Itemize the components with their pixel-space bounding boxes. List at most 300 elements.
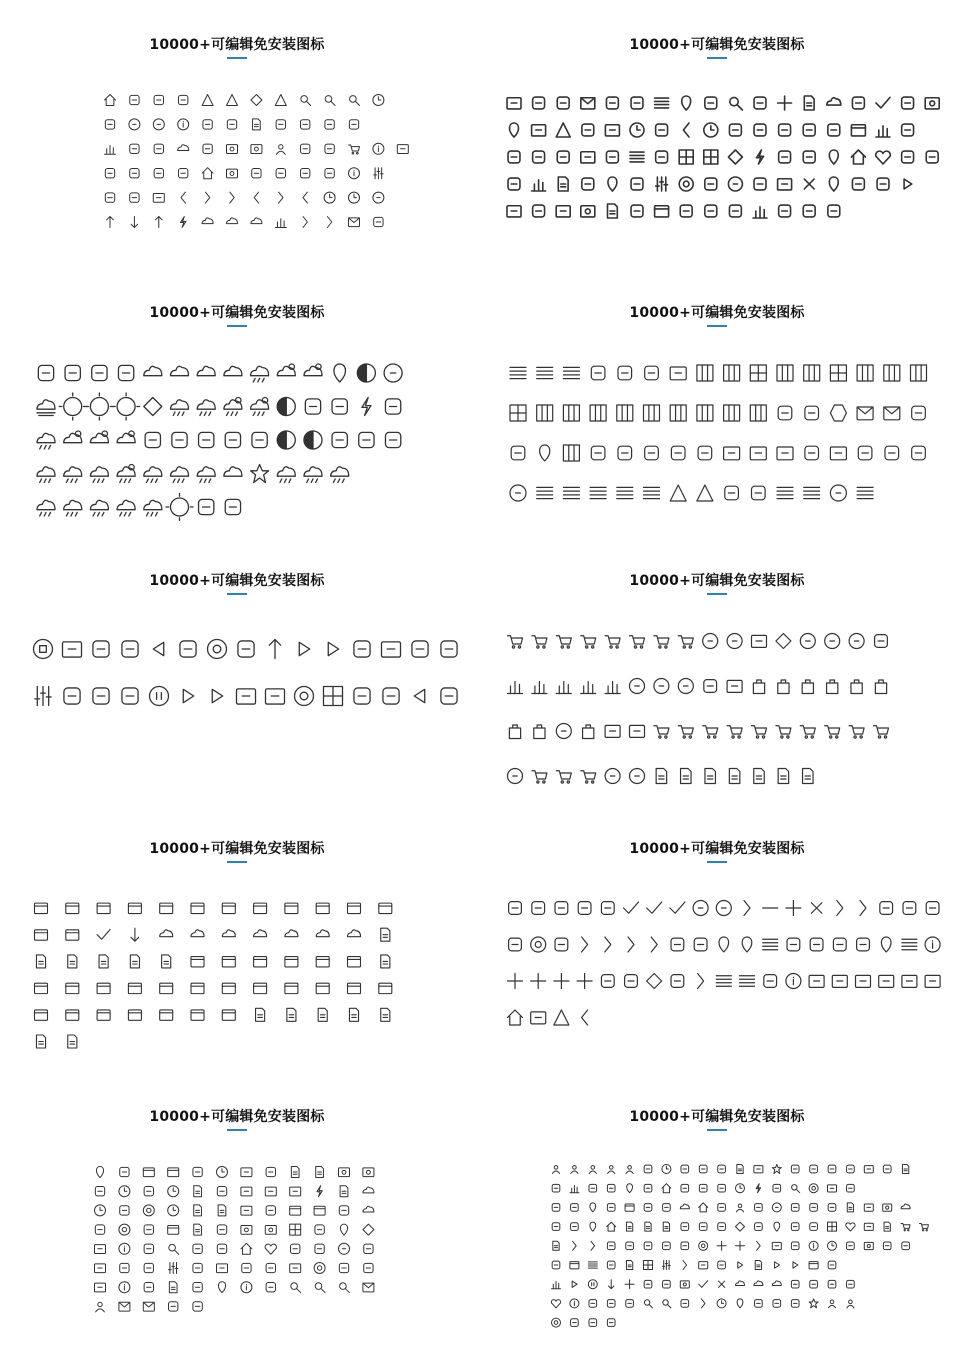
phone-icon <box>791 1223 799 1231</box>
fire-icon <box>699 1184 707 1192</box>
image-icon <box>864 1242 873 1249</box>
pen-icon <box>631 178 643 190</box>
volume-low-icon <box>93 641 109 657</box>
star-icon <box>772 1165 781 1174</box>
drop-icon <box>340 1224 347 1235</box>
inbox-icon <box>191 957 204 967</box>
layout-icon <box>884 365 900 381</box>
headphones-icon <box>354 641 370 657</box>
receipt-icon <box>681 769 692 784</box>
shape-icon <box>697 485 713 501</box>
facebook-icon <box>737 1165 743 1174</box>
plane-icon <box>755 1223 763 1231</box>
thumbs-up-icon <box>130 193 139 202</box>
eye-icon <box>154 169 163 178</box>
tag-icon <box>729 124 741 136</box>
storm-icon <box>304 467 322 483</box>
crosshair-icon <box>552 1318 561 1327</box>
monitor-icon <box>153 193 164 202</box>
calendar-icon <box>348 903 361 913</box>
file-icon <box>68 955 77 968</box>
lock-icon <box>266 1283 275 1292</box>
document-icon <box>645 1222 651 1231</box>
cup-icon <box>902 97 914 109</box>
download-icon <box>131 217 138 228</box>
mic-icon <box>877 178 889 190</box>
music-icon <box>883 1242 891 1250</box>
corner-icon <box>671 938 684 951</box>
chat-icon <box>325 120 334 129</box>
file-icon <box>68 1035 77 1048</box>
pin-icon <box>742 937 752 952</box>
clipboard-icon <box>553 1241 559 1250</box>
back-icon <box>699 1262 708 1269</box>
fog-sun-icon <box>59 393 86 420</box>
window-icon <box>625 1204 634 1211</box>
basket-icon <box>678 726 693 738</box>
check-icon <box>876 97 890 108</box>
panel-6 <box>480 536 954 798</box>
clipboard-icon <box>626 1261 632 1270</box>
gemini-icon <box>144 398 162 416</box>
bezier-icon <box>778 406 792 420</box>
horizon-icon <box>252 432 267 447</box>
bolt-icon <box>317 1186 323 1197</box>
window-icon <box>191 983 204 993</box>
cloud-icon <box>827 98 841 105</box>
male-icon <box>847 1300 854 1308</box>
refresh-icon <box>926 902 939 915</box>
taurus-icon <box>385 399 400 414</box>
cloud-icon <box>160 930 173 937</box>
turntable-icon <box>324 687 343 706</box>
grid-icon <box>828 1222 837 1231</box>
bar-chart-icon <box>552 1282 561 1289</box>
user-icon <box>589 1166 596 1174</box>
rewind-icon <box>414 689 424 702</box>
bolt-icon <box>362 398 371 416</box>
upload-icon <box>156 217 163 228</box>
user-icon <box>571 1166 578 1174</box>
login-icon <box>607 1261 615 1269</box>
rain-icon <box>171 400 189 416</box>
chart-icon <box>556 682 571 694</box>
node-icon <box>810 938 823 951</box>
trash-icon <box>349 120 358 129</box>
bolt-icon <box>757 150 764 164</box>
panel-title: 10000+可编辑免安装图标 <box>629 1109 805 1125</box>
user-icon <box>552 1166 559 1174</box>
copy-icon <box>754 124 766 136</box>
hail-icon <box>171 467 189 483</box>
anchor-icon <box>120 1206 129 1215</box>
thumbs-up-icon <box>130 169 139 178</box>
fire-icon <box>681 1242 689 1250</box>
rocket-icon <box>803 205 815 217</box>
cart-icon <box>532 771 547 783</box>
zoom-in-icon <box>301 96 311 106</box>
calendar-icon <box>348 957 361 967</box>
calendar-icon <box>66 930 79 940</box>
aquarius-icon <box>38 365 53 380</box>
cancer-icon <box>92 365 107 380</box>
user-group-icon <box>276 145 285 155</box>
map-icon <box>276 120 285 129</box>
send-icon <box>683 1261 687 1270</box>
calendar-icon <box>316 903 329 913</box>
play-icon <box>904 179 912 189</box>
virgo-icon <box>385 432 400 447</box>
tab-icon <box>531 1012 546 1024</box>
search-icon <box>291 1283 301 1293</box>
grid-icon <box>290 1224 301 1235</box>
sun-cloud-icon <box>90 431 108 443</box>
window-icon <box>160 983 173 993</box>
corner-icon <box>694 938 707 951</box>
grid-icon <box>679 150 693 164</box>
triangle-icon <box>554 1010 569 1025</box>
node-icon <box>857 938 870 951</box>
split-icon <box>554 974 569 989</box>
clock-icon <box>349 192 360 203</box>
file-icon <box>36 955 45 968</box>
zoom-out-icon <box>340 1283 350 1293</box>
smile-icon <box>772 1203 781 1212</box>
download-icon <box>609 1280 614 1289</box>
home-icon <box>508 1010 523 1025</box>
heart-icon <box>551 1300 560 1308</box>
check-icon <box>97 930 110 940</box>
key-icon <box>705 97 717 109</box>
sun-rain-icon <box>117 465 135 483</box>
ghost-icon <box>582 178 594 190</box>
code-icon <box>671 975 684 988</box>
window-icon <box>66 1010 79 1020</box>
rocket-icon <box>883 1165 891 1173</box>
bluetooth-icon <box>803 124 815 136</box>
basket-icon <box>703 726 718 738</box>
receipt-icon <box>803 769 814 784</box>
plug-icon <box>779 151 791 163</box>
bar-chart-icon <box>605 682 620 694</box>
folder-icon <box>828 1280 836 1288</box>
bulb-icon <box>315 1244 324 1253</box>
info-icon <box>570 1299 579 1308</box>
text-box-icon <box>750 447 766 460</box>
inbox-icon <box>222 957 235 967</box>
lifebuoy-icon <box>314 1263 325 1274</box>
search-icon <box>663 1300 671 1308</box>
toggle-icon <box>828 124 840 136</box>
document-icon <box>847 1203 853 1212</box>
layout-icon <box>590 405 606 421</box>
monitor-icon <box>809 975 824 987</box>
tools-icon <box>252 169 261 178</box>
bookmark-icon <box>130 955 139 968</box>
search-icon <box>169 1244 179 1254</box>
banknote-icon <box>630 725 645 737</box>
half-circle-icon <box>277 398 295 416</box>
camera-icon <box>680 1281 689 1288</box>
snowflake-icon <box>224 467 242 476</box>
dots-icon <box>656 151 668 163</box>
eye-icon <box>852 178 864 190</box>
storm-icon <box>331 467 349 483</box>
icon-grid <box>0 1072 474 1334</box>
vinyl-icon <box>295 687 314 706</box>
dollar-icon <box>800 634 815 649</box>
ellipse-icon <box>805 406 819 420</box>
check-icon <box>624 902 639 913</box>
columns-icon <box>697 365 713 381</box>
club-icon <box>227 95 238 106</box>
infinity-icon <box>852 97 864 109</box>
cloud-icon <box>348 930 361 937</box>
folder-icon <box>266 1263 275 1272</box>
target-icon <box>143 1205 154 1216</box>
bitcoin-icon <box>508 769 523 784</box>
hail-icon <box>197 467 215 483</box>
close-icon <box>718 1281 724 1287</box>
rain-icon <box>90 500 108 516</box>
document-icon <box>558 177 568 191</box>
window-icon <box>290 1206 301 1215</box>
text-width-icon <box>805 446 819 460</box>
sagittarius-icon <box>359 432 374 447</box>
magnet-icon <box>912 446 926 460</box>
heart-icon <box>876 151 891 164</box>
spade-icon <box>202 95 213 106</box>
pin-icon <box>719 937 729 952</box>
cedi-icon <box>630 679 645 694</box>
monitor-icon <box>95 1245 106 1254</box>
window-icon <box>316 983 329 993</box>
back-icon <box>902 975 917 987</box>
calendar-icon <box>316 957 329 967</box>
gear-icon <box>203 120 212 129</box>
text-box-icon <box>724 447 740 460</box>
thumbs-down-icon <box>325 144 334 153</box>
basket-icon <box>825 726 840 738</box>
tag-icon <box>663 1242 671 1250</box>
expand-icon <box>508 974 523 989</box>
male-icon <box>96 1302 105 1312</box>
mic-icon <box>552 1261 560 1269</box>
basket-icon <box>776 726 791 738</box>
chevron-icon <box>860 901 866 916</box>
file-icon <box>287 1008 296 1021</box>
toggle-icon <box>555 902 568 915</box>
panel-title: 10000+可编辑免安装图标 <box>149 305 325 321</box>
image-icon <box>227 169 238 178</box>
pin-icon <box>682 96 691 110</box>
briefcase-icon <box>605 125 619 136</box>
eye-icon <box>144 1244 153 1253</box>
clipboard-icon <box>381 928 390 941</box>
heart-icon <box>846 1223 855 1231</box>
libra-icon <box>332 399 347 414</box>
chat-icon <box>644 1280 652 1288</box>
pie-chart-icon <box>105 146 116 155</box>
corner-icon <box>880 902 893 915</box>
document-icon <box>902 1165 908 1174</box>
circle-icon <box>384 364 402 382</box>
capricorn-icon <box>118 365 133 380</box>
bookmark-icon <box>99 955 108 968</box>
forward-icon <box>327 217 331 228</box>
inbox-icon <box>285 957 298 967</box>
distribute-icon <box>617 487 633 498</box>
help-icon <box>809 1241 818 1250</box>
drop-icon <box>829 150 838 164</box>
cloud-icon <box>202 218 213 224</box>
panel-1 <box>0 0 474 262</box>
sliders-icon <box>169 1263 178 1274</box>
text-box-icon <box>777 447 793 460</box>
globe-icon <box>828 1204 836 1212</box>
phone-icon <box>130 95 139 104</box>
calendar-icon <box>379 903 392 913</box>
box-icon <box>507 98 521 109</box>
play-icon <box>793 1262 798 1268</box>
align-right-icon <box>563 487 579 498</box>
cart-icon <box>630 636 645 648</box>
dots-icon <box>680 205 692 217</box>
reply-icon <box>303 217 307 228</box>
cart-icon <box>508 636 523 648</box>
layers-icon <box>791 1204 799 1212</box>
moon-icon <box>729 205 741 217</box>
volume-low-icon <box>571 1319 579 1327</box>
cloud-icon <box>680 1204 689 1209</box>
circle-icon <box>728 177 742 191</box>
monitor-icon <box>864 1166 873 1173</box>
cart-icon <box>581 771 596 783</box>
chat-icon <box>644 1204 652 1212</box>
user-icon <box>626 1166 633 1174</box>
star-icon <box>251 465 269 483</box>
medal-icon <box>902 124 914 136</box>
storm-icon <box>277 467 295 483</box>
ban-icon <box>555 938 568 951</box>
chevron-right-icon <box>279 192 283 203</box>
bolt-icon <box>180 217 186 228</box>
lock-icon <box>607 1300 615 1308</box>
battery-icon <box>241 1187 252 1196</box>
diamond-icon <box>363 1224 374 1235</box>
bar-chart-icon <box>753 207 767 218</box>
basket-icon <box>727 726 742 738</box>
pin-icon <box>218 1282 225 1293</box>
flag-icon <box>217 1244 226 1253</box>
width-icon <box>601 975 614 988</box>
bookmark-icon <box>162 955 171 968</box>
cup-icon <box>699 1223 707 1231</box>
home-icon <box>607 1222 616 1231</box>
text-box-icon <box>830 447 846 460</box>
cloud-icon <box>178 145 189 151</box>
inbox-icon <box>254 957 267 967</box>
clock-icon <box>717 1299 726 1308</box>
cent-icon <box>556 724 571 739</box>
file-icon <box>381 1008 390 1021</box>
magnet-icon <box>589 1184 597 1192</box>
layout-icon <box>563 405 579 421</box>
window-icon <box>222 1010 235 1020</box>
volume-icon <box>589 1319 597 1327</box>
at-icon <box>301 169 310 178</box>
window-icon <box>160 1010 173 1020</box>
search-icon <box>792 1185 800 1193</box>
layout-icon <box>911 365 927 381</box>
cart-icon <box>556 636 571 648</box>
radio-icon <box>217 1264 228 1273</box>
play-icon <box>572 1281 577 1287</box>
camera-icon <box>339 1168 350 1177</box>
crop-icon <box>511 446 525 460</box>
chat-icon <box>144 1187 153 1196</box>
play-icon <box>738 1262 743 1268</box>
chat-icon <box>193 1167 202 1176</box>
rain-icon <box>197 400 215 416</box>
icon-grid <box>480 536 954 798</box>
scissors-icon <box>631 205 643 217</box>
bag-icon <box>778 680 789 694</box>
cent-icon <box>703 634 718 649</box>
refresh-icon <box>755 1300 763 1308</box>
phone-icon <box>828 1165 836 1173</box>
eject-icon <box>269 640 280 659</box>
panel-4 <box>480 268 954 530</box>
columns-icon <box>724 365 740 381</box>
chat-icon <box>663 1204 671 1212</box>
megaphone-icon <box>704 680 717 693</box>
link-icon <box>631 97 643 109</box>
phone-icon <box>193 1263 202 1272</box>
horizon-icon <box>172 432 187 447</box>
split-icon <box>577 974 592 989</box>
key-icon <box>242 1263 251 1272</box>
circle-icon <box>373 192 384 203</box>
pin-icon <box>627 1184 633 1193</box>
panel-8 <box>480 804 954 1066</box>
shuffle-icon <box>179 169 188 178</box>
panel-7 <box>0 804 474 1066</box>
window-icon <box>285 983 298 993</box>
align-left-icon <box>537 487 553 498</box>
arrow-left-icon <box>181 192 185 203</box>
speed-icon <box>662 1165 671 1174</box>
pie-chart-icon <box>532 180 546 191</box>
folder-icon <box>364 1244 373 1253</box>
icon-grid <box>0 804 474 1066</box>
compress-icon <box>531 974 546 989</box>
text-height-icon <box>671 446 685 460</box>
receipt-icon <box>705 769 716 784</box>
fog-icon <box>37 400 55 416</box>
user-icon <box>736 1204 743 1212</box>
drop-icon <box>608 177 617 191</box>
hexagon-icon <box>830 405 846 421</box>
camera-icon <box>925 98 939 109</box>
mouse-icon <box>705 205 717 217</box>
align-center-icon <box>510 485 526 501</box>
trophy-icon <box>291 1244 300 1253</box>
mute-icon <box>64 688 80 704</box>
basket-icon <box>800 726 815 738</box>
home-icon <box>241 1243 252 1254</box>
calendar-icon <box>655 206 669 217</box>
